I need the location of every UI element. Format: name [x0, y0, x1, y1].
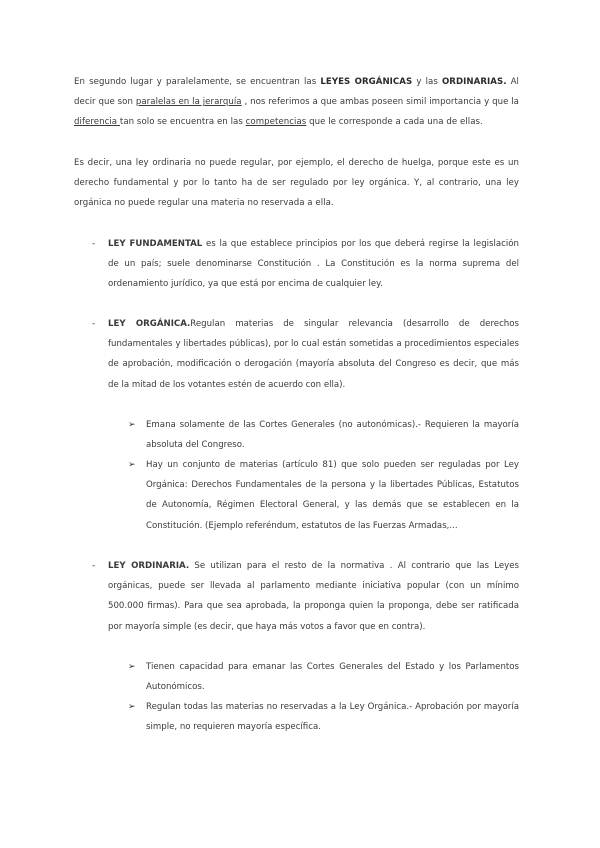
subitem-ordinaria-2: Regulan todas las materias no reservadas a la Ley Orgánica.- Aprobación por mayoría simple, no requieren mayoría específica. — [146, 702, 519, 733]
bullet-dash: - — [92, 239, 96, 249]
arrow-bullet-icon: ➢ — [128, 702, 136, 712]
item-text: Regulan materias de singular relevancia (desarrollo de derechos fundamentales y libertades públicas), por lo cual están sometidas a procedimientos especiales de aprobación, modificación o derogación (mayoría absoluta del Congreso es decir, que más de la mitad de los votantes estén de acuerdo con ella). — [108, 319, 519, 390]
item-ley-fundamental — [108, 234, 519, 295]
arrow-bullet-icon: ➢ — [128, 420, 136, 430]
underlined-competencias: competencias — [245, 117, 307, 128]
bullet-dash: - — [92, 319, 96, 329]
item-text: es la que establece principios por los que deberá regirse la legislación de un país; suele denominarse Constitución . La Constitución es la norma suprema del ordenamiento jurídico, ya que está por encima de cualquier ley. — [108, 239, 519, 290]
subitem-organica-2: Hay un conjunto de materias (artículo 81) que solo pueden ser reguladas por Ley Orgánica: Derechos Fundamentales de la persona y la libertades Públicas, Estatutos de Autonomía, Régimen Electoral General, y las demás que se establecen en la Constitución. (Ejemplo referéndum, estatutos de las Fuerzas Armadas,... — [146, 460, 519, 531]
underlined-diferencia: diferencia — [74, 117, 120, 128]
intro-text: y las — [412, 77, 442, 87]
intro-text: tan solo se encuentra en las — [119, 117, 246, 128]
underlined-jerarquia: paralelas en la jerarquía — [135, 97, 242, 108]
subitem-ordinaria-1: Tienen capacidad para emanar las Cortes Generales del Estado y los Parlamentos Autonómicos. — [146, 662, 519, 693]
item-ley-ordinaria — [108, 556, 519, 637]
term-leyes-organicas: LEYES ORGÁNICAS — [320, 77, 413, 87]
term-ley-organica: LEY ORGÁNICA. — [108, 319, 191, 329]
intro-paragraph — [74, 72, 519, 133]
term-ley-fundamental: LEY FUNDAMENTAL — [108, 239, 203, 249]
intro-text: Al decir que son — [74, 77, 519, 108]
intro-text: que le corresponde a cada una de ellas. — [306, 117, 483, 128]
subitem-organica-1: Emana solamente de las Cortes Generales (no autonómicas).- Requieren la mayoría absoluta del Congreso. — [146, 420, 519, 451]
intro-paragraph-2: Es decir, una ley ordinaria no puede regular, por ejemplo, el derecho de huelga, porque este es un derecho fundamental y por lo tanto ha de ser regulado por ley orgánica. Y, al contrario, una ley orgánica no puede regular una materia no reservada a ella. — [74, 158, 519, 209]
arrow-bullet-icon: ➢ — [128, 460, 136, 470]
intro-text: En segundo lugar y paralelamente, se encuentran las — [74, 77, 321, 87]
bullet-dash: - — [92, 561, 96, 571]
intro-text: , nos referimos a que ambas poseen simil importancia y que la — [241, 97, 520, 108]
item-text: Se utilizan para el resto de la normativa . Al contrario que las Leyes orgánicas, puede ser llevada al parlamento mediante iniciativa popular (con un mínimo 500.000 firmas). Para que sea aprobada, la proponga quien la proponga, debe ser ratificada por mayoría simple (es decir, que haya más votos a favor que en contra). — [108, 561, 519, 632]
term-ley-ordinaria: LEY ORDINARIA. — [108, 561, 190, 571]
item-ley-organica — [108, 314, 519, 395]
term-ordinarias: ORDINARIAS. — [441, 77, 507, 87]
arrow-bullet-icon: ➢ — [128, 662, 136, 672]
